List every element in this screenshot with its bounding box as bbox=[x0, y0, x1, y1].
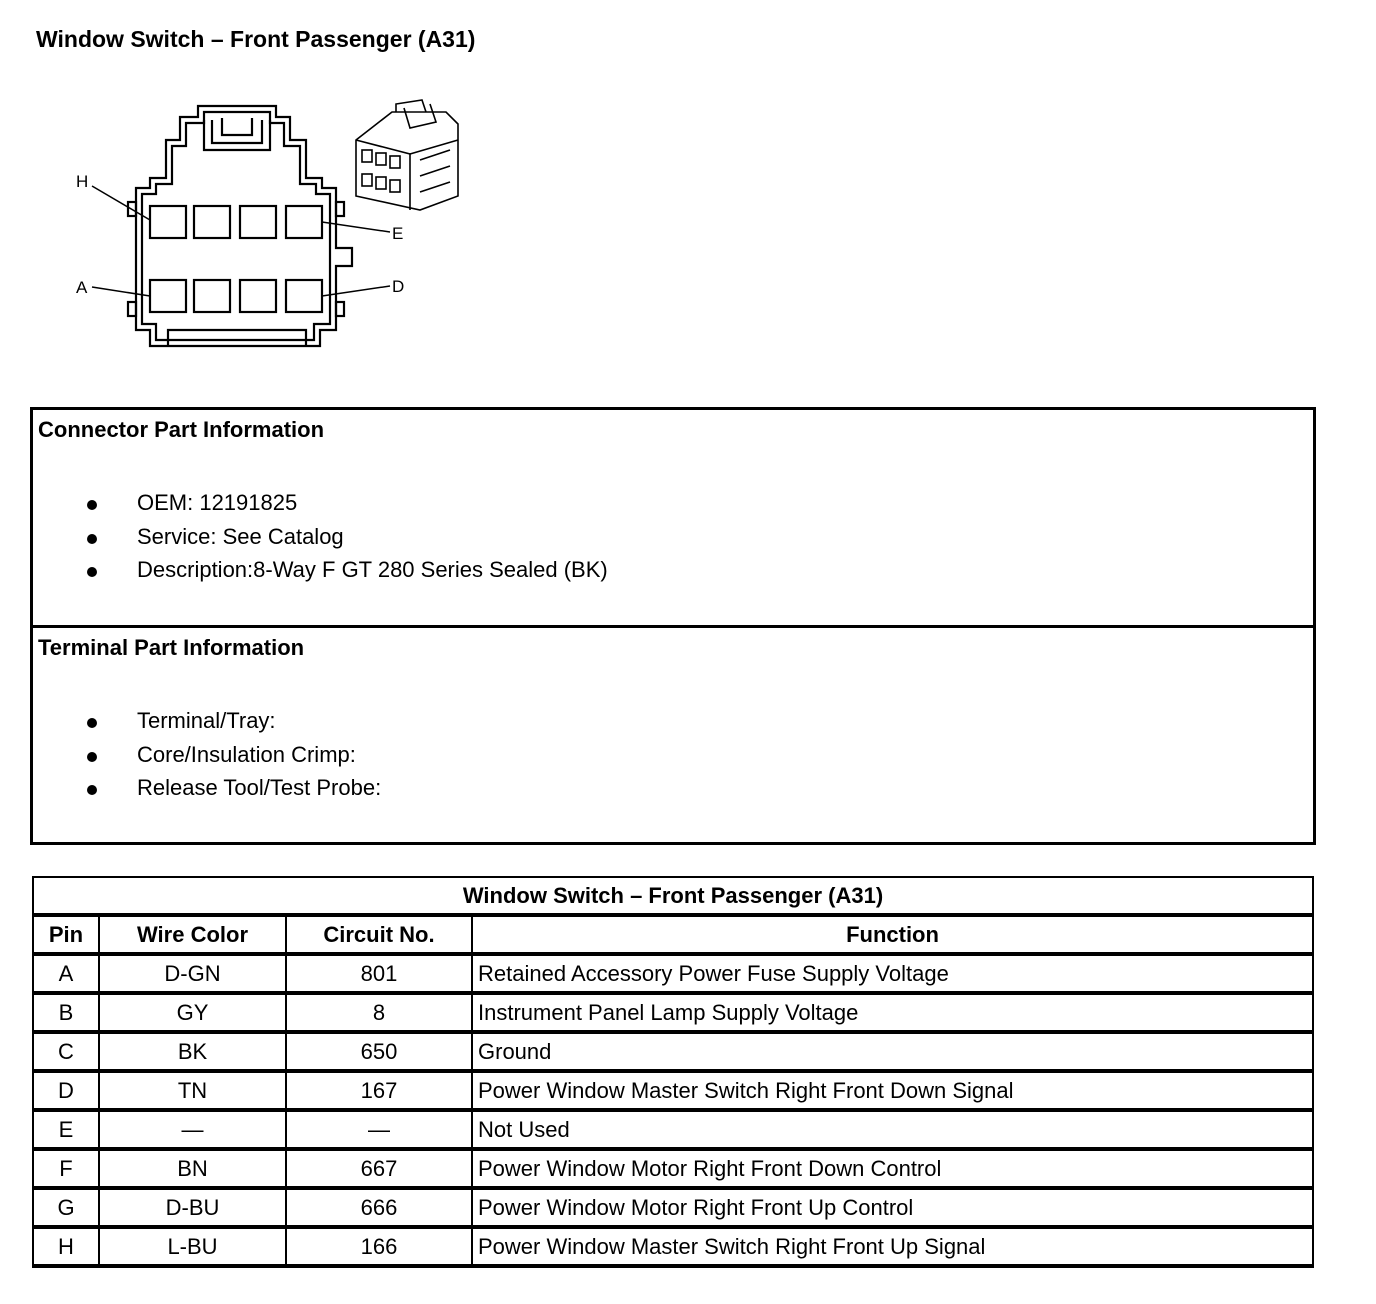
pin-label-h: H bbox=[76, 172, 89, 191]
table-caption: Window Switch – Front Passenger (A31) bbox=[33, 877, 1313, 915]
cell-wire-color: TN bbox=[99, 1071, 286, 1110]
cell-wire-color: D-BU bbox=[99, 1188, 286, 1227]
cell-circuit: 8 bbox=[286, 993, 472, 1032]
column-header-wire-color: Wire Color bbox=[99, 915, 286, 954]
table-row bbox=[33, 954, 1313, 993]
column-header-pin: Pin bbox=[33, 915, 99, 954]
cell-wire-color: BK bbox=[99, 1032, 286, 1071]
table-row bbox=[33, 1149, 1313, 1188]
terminal-part-info-heading: Terminal Part Information bbox=[38, 635, 305, 660]
column-header-circuit: Circuit No. bbox=[286, 915, 472, 954]
table-row bbox=[33, 1032, 1313, 1071]
cell-pin: D bbox=[33, 1071, 99, 1110]
cell-circuit: 166 bbox=[286, 1227, 472, 1266]
table-header-row bbox=[33, 915, 1313, 954]
cavity-g bbox=[194, 206, 230, 238]
cavity-f bbox=[240, 206, 276, 238]
cell-function: Retained Accessory Power Fuse Supply Voltage bbox=[472, 954, 1313, 993]
cell-pin: G bbox=[33, 1188, 99, 1227]
cell-circuit: 666 bbox=[286, 1188, 472, 1227]
cell-pin: E bbox=[33, 1110, 99, 1149]
leader-line-d bbox=[322, 286, 390, 296]
cell-pin: F bbox=[33, 1149, 99, 1188]
table-row bbox=[33, 993, 1313, 1032]
cell-function: Ground bbox=[472, 1032, 1313, 1071]
terminal-part-info-section: Terminal Part Information Terminal/Tray: Core/Insulation Crimp: Release Tool/Test Probe: bbox=[38, 635, 382, 800]
bullet-icon bbox=[87, 500, 97, 510]
cell-function: Instrument Panel Lamp Supply Voltage bbox=[472, 993, 1313, 1032]
pin-label-e: E bbox=[392, 224, 404, 243]
bullet-icon bbox=[87, 534, 97, 544]
connector-isometric-thumbnail bbox=[356, 100, 458, 210]
cell-function: Power Window Master Switch Right Front Up Signal bbox=[472, 1227, 1313, 1266]
part-info-box bbox=[30, 407, 1316, 845]
bullet-icon bbox=[87, 785, 97, 795]
cell-circuit: 167 bbox=[286, 1071, 472, 1110]
connector-part-info-section: Connector Part Information OEM: 12191825 Service: See Catalog Description:8-Way F GT 280 Series Sealed (BK) bbox=[33, 410, 1313, 628]
cell-circuit: 650 bbox=[286, 1032, 472, 1071]
cell-function: Power Window Motor Right Front Down Control bbox=[472, 1149, 1313, 1188]
cell-pin: H bbox=[33, 1227, 99, 1266]
cell-wire-color: BN bbox=[99, 1149, 286, 1188]
cell-wire-color: — bbox=[99, 1110, 286, 1149]
cavity-c bbox=[240, 280, 276, 312]
cell-function: Power Window Master Switch Right Front Down Signal bbox=[472, 1071, 1313, 1110]
connector-part-info-heading: Connector Part Information bbox=[38, 417, 325, 442]
pin-label-a: A bbox=[76, 278, 88, 297]
column-header-function: Function bbox=[472, 915, 1313, 954]
pin-assignment-table bbox=[32, 876, 1314, 1268]
cell-wire-color: GY bbox=[99, 993, 286, 1032]
table-caption-row bbox=[33, 877, 1313, 915]
cavity-d bbox=[286, 280, 322, 312]
table-row bbox=[33, 1227, 1313, 1266]
table-row bbox=[33, 1071, 1313, 1110]
bullet-icon bbox=[87, 718, 97, 728]
cavity-b bbox=[194, 280, 230, 312]
connector-housing-inner bbox=[142, 112, 330, 340]
cell-pin: C bbox=[33, 1032, 99, 1071]
cell-circuit: 801 bbox=[286, 954, 472, 993]
cavity-h bbox=[150, 206, 186, 238]
cell-wire-color: L-BU bbox=[99, 1227, 286, 1266]
cell-function: Power Window Motor Right Front Up Control bbox=[472, 1188, 1313, 1227]
cell-circuit: 667 bbox=[286, 1149, 472, 1188]
cell-pin: A bbox=[33, 954, 99, 993]
bullet-icon bbox=[87, 752, 97, 762]
table-row bbox=[33, 1188, 1313, 1227]
connector-face-diagram bbox=[60, 85, 480, 365]
leader-line-e bbox=[322, 222, 390, 232]
bullet-icon bbox=[87, 567, 97, 577]
cavity-e bbox=[286, 206, 322, 238]
cell-pin: B bbox=[33, 993, 99, 1032]
pin-label-d: D bbox=[392, 277, 405, 296]
cell-wire-color: D-GN bbox=[99, 954, 286, 993]
table-row bbox=[33, 1110, 1313, 1149]
page-title: Window Switch – Front Passenger (A31) bbox=[36, 26, 476, 52]
cell-circuit: — bbox=[286, 1110, 472, 1149]
cavity-a bbox=[150, 280, 186, 312]
cell-function: Not Used bbox=[472, 1110, 1313, 1149]
